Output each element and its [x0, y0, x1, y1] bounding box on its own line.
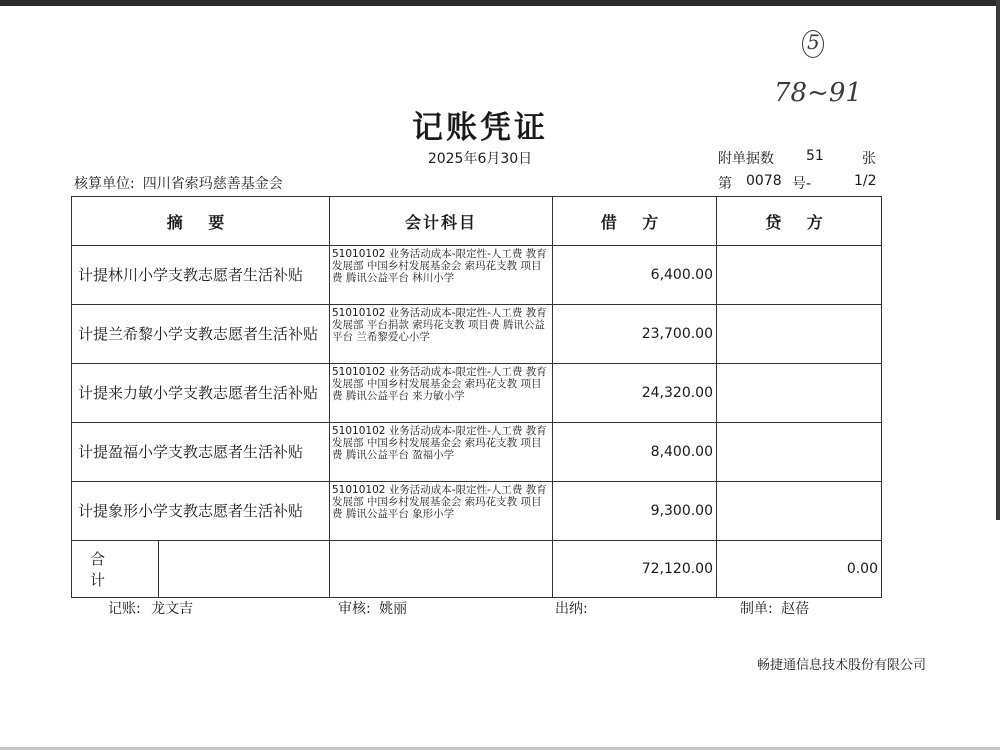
header-summary: 摘 要 — [72, 197, 330, 246]
row-account: 51010102 业务活动成本-限定性-人工费 教育发展部 中国乡村发展基金会 索玛花支教 项目费 腾讯公益平台 象形小学 — [330, 482, 553, 541]
unit-label: 核算单位: — [74, 176, 135, 192]
table-row — [72, 482, 882, 541]
row-credit — [717, 305, 882, 364]
voucher-table — [71, 196, 882, 598]
reviewer-signature — [338, 598, 407, 618]
row-summary: 计提象形小学支教志愿者生活补贴 — [72, 482, 330, 541]
voucher-date: 2025年6月30日 — [427, 151, 533, 167]
row-summary: 计提来力敏小学支教志愿者生活补贴 — [72, 364, 330, 423]
attach-count: 51 — [806, 148, 824, 164]
row-summary: 计提盈福小学支教志愿者生活补贴 — [72, 423, 330, 482]
bookkeeper-label: 记账: — [108, 601, 141, 617]
total-credit: 0.00 — [717, 541, 882, 598]
table-row — [72, 364, 882, 423]
cashier-label: 出纳: — [555, 601, 588, 617]
software-company: 畅捷通信息技术股份有限公司 — [756, 658, 926, 673]
preparer-signature — [740, 598, 809, 618]
total-label-cell — [72, 541, 330, 598]
handwritten-range: 78~91 — [774, 78, 862, 108]
total-debit: 72,120.00 — [553, 541, 717, 598]
row-debit: 23,700.00 — [553, 305, 717, 364]
row-summary: 计提兰希黎小学支教志愿者生活补贴 — [72, 305, 330, 364]
table-header-row — [72, 197, 882, 246]
preparer-label: 制单: — [740, 601, 773, 617]
header-credit: 贷 方 — [717, 197, 882, 246]
row-account: 51010102 业务活动成本-限定性-人工费 教育发展部 中国乡村发展基金会 索玛花支教 项目费 腾讯公益平台 来力敏小学 — [330, 364, 553, 423]
voucher-title: 记账凭证 — [412, 110, 548, 146]
header-debit: 借 方 — [553, 197, 717, 246]
row-debit: 8,400.00 — [553, 423, 717, 482]
row-credit — [717, 423, 882, 482]
reviewer-name: 姚丽 — [379, 601, 408, 617]
accounting-unit — [74, 173, 291, 193]
total-account-cell — [330, 541, 553, 598]
unit-name: 四川省索玛慈善基金会 — [142, 176, 283, 192]
attach-unit: 张 — [862, 151, 876, 167]
row-debit: 24,320.00 — [553, 364, 717, 423]
header-account: 会计科目 — [330, 197, 553, 246]
row-debit: 9,300.00 — [553, 482, 717, 541]
bookkeeper-name: 龙文吉 — [151, 601, 194, 617]
row-account: 51010102 业务活动成本-限定性-人工费 教育发展部 平台捐款 索玛花支教 项目费 腾讯公益平台 兰希黎爱心小学 — [330, 305, 553, 364]
no-prefix: 第 — [718, 176, 732, 192]
handwritten-mark-text: 5 — [807, 30, 820, 54]
total-label: 合 计 — [72, 541, 159, 597]
no-suffix: 号- — [792, 176, 812, 192]
scan-edge-top — [0, 0, 1000, 6]
row-credit — [717, 482, 882, 541]
total-row — [72, 541, 882, 598]
table-row — [72, 246, 882, 305]
row-account: 51010102 业务活动成本-限定性-人工费 教育发展部 中国乡村发展基金会 索玛花支教 项目费 腾讯公益平台 林川小学 — [330, 246, 553, 305]
handwritten-circled-mark — [806, 30, 819, 54]
row-summary: 计提林川小学支教志愿者生活补贴 — [72, 246, 330, 305]
row-credit — [717, 246, 882, 305]
preparer-name: 赵蓓 — [781, 601, 810, 617]
scan-edge-right — [996, 0, 1000, 520]
cashier-signature — [555, 598, 588, 618]
row-account: 51010102 业务活动成本-限定性-人工费 教育发展部 中国乡村发展基金会 索玛花支教 项目费 腾讯公益平台 盈福小学 — [330, 423, 553, 482]
row-debit: 6,400.00 — [553, 246, 717, 305]
attach-label: 附单据数 — [718, 151, 774, 167]
table-row — [72, 305, 882, 364]
reviewer-label: 审核: — [338, 601, 371, 617]
table-row — [72, 423, 882, 482]
voucher-number: 0078 — [746, 173, 782, 189]
page-indicator: 1/2 — [854, 173, 877, 189]
row-credit — [717, 364, 882, 423]
bookkeeper-signature — [108, 598, 193, 618]
